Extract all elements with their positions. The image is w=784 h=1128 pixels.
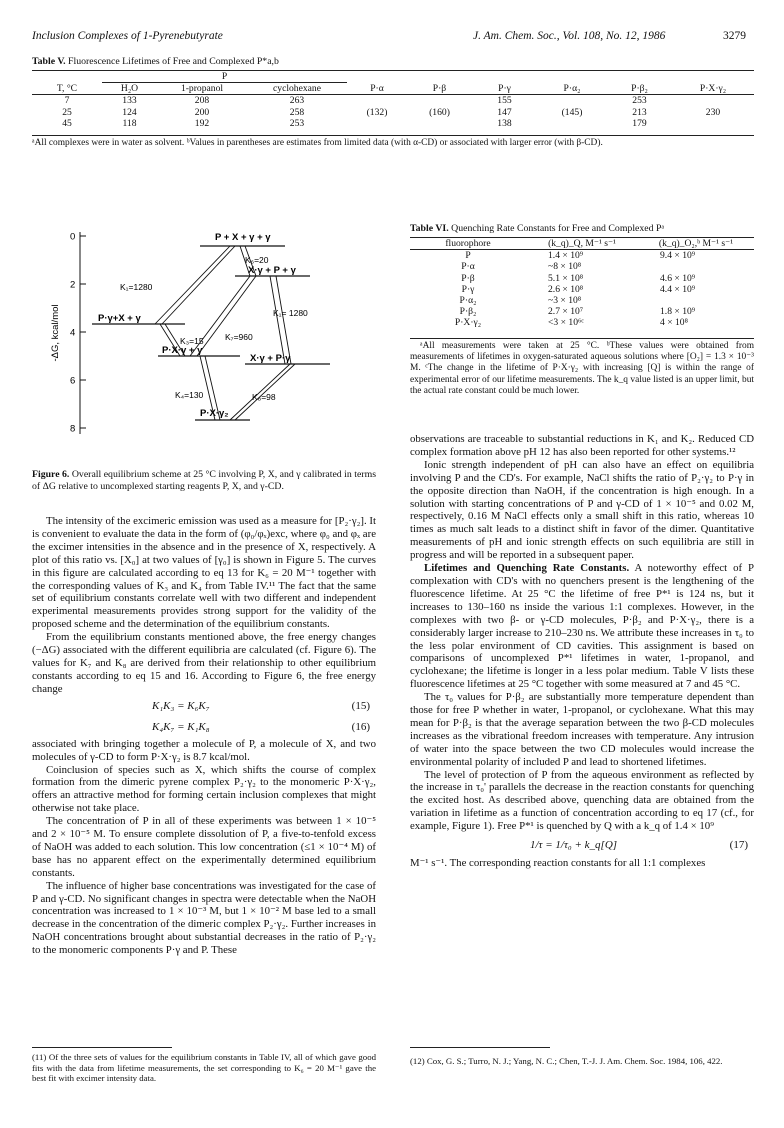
table5-cell xyxy=(672,118,754,129)
table6-cell: <3 × 10⁶ᶜ xyxy=(548,317,584,329)
table6-cell: P·α₂ xyxy=(459,295,477,307)
table5-column-header: P·X·γ₂ xyxy=(672,83,754,95)
table-row xyxy=(410,284,754,295)
equation-15-body: K₁K₃ = K₆K₇ xyxy=(152,699,210,712)
level-xgp-label: X·γ + P + γ xyxy=(248,265,296,276)
level-pgxg-label: P·γ+X + γ xyxy=(98,313,141,324)
figure6 xyxy=(40,228,380,456)
table5-column-header: P·β xyxy=(407,83,472,95)
level-xg-pg-label: X·γ + P·γ xyxy=(250,353,291,364)
table-row xyxy=(32,107,754,118)
table6-caption xyxy=(410,223,664,235)
table5-bottom-rule xyxy=(32,135,754,136)
table6-cell: 4.6 × 10⁹ xyxy=(660,272,696,284)
figure6-caption xyxy=(32,469,376,492)
paragraph: Coinclusion of species such as X, which shifts the course of complex formation from the dimeric pyrene complex P₂·γ₂ to the monomeric P·X·γ₂, offers an attractive method for forming certain inclusion complexes that might otherwise not take place. xyxy=(32,763,376,815)
paragraph xyxy=(410,562,754,691)
table5-cell xyxy=(407,118,472,129)
table5-cell: (132) xyxy=(366,106,388,118)
paragraph: The concentration of P in all of these experiments was between 1 × 10⁻⁵ and 2 × 10⁻⁵ M. To ensure complete dissolution of P, a five-to-tenfold excess of NaOH was added to each solution. This low concentration (≤1 × 10⁻⁴ M) of base has no apparent effect on the experimentally determined equilibrium constants. xyxy=(32,815,376,879)
level-top-label: P + X + γ + γ xyxy=(215,232,271,243)
journal-citation: J. Am. Chem. Soc., Vol. 108, No. 12, 1986 xyxy=(473,30,666,42)
table5-cell: 200 xyxy=(194,106,210,118)
table5-cell: 192 xyxy=(194,117,210,129)
table6-title: Quenching Rate Constants for Free and Complexed Pᵃ xyxy=(451,223,665,234)
table6 xyxy=(410,238,754,329)
equation-17-number: (17) xyxy=(729,839,748,852)
table-row xyxy=(410,261,754,272)
table5-cell xyxy=(537,118,607,129)
table5-title: Fluorescence Lifetimes of Free and Complexed P*a,b xyxy=(68,56,279,67)
y-axis-label: -ΔG, kcal/mol xyxy=(50,304,61,362)
table6-cell: P xyxy=(465,250,471,262)
table6-column-header: (k_q)_Q, M⁻¹ s⁻¹ xyxy=(526,238,638,250)
table-row xyxy=(410,250,754,262)
y-tick-label: 0 xyxy=(70,231,76,243)
paragraph: The influence of higher base concentrations was investigated for the case of P and γ-CD. No significant changes in spectra were detectable when the NaOH concentration was increased to 1 × 10⁻³ M, but 1 × 10⁻² M base led to a small decrease in the concentration of the dimeric complex P₂·γ₂. Further increases in NaOH concentrations brought about substantial decreases in the ratio of P₂·γ₂ to the monomeric components P·γ and P. These xyxy=(32,879,376,957)
table6-cell: 5.1 × 10⁸ xyxy=(548,272,584,284)
table6-label: Table VI. xyxy=(410,223,449,234)
table6-cell: 9.4 × 10⁹ xyxy=(660,250,696,262)
page-number: 3279 xyxy=(723,30,746,42)
equation-17-body: 1/τ = 1/τ₀ + k_q[Q] xyxy=(530,839,618,852)
table5-column-header: T, °C xyxy=(32,83,102,95)
k1b-label: K₁= 1280 xyxy=(273,308,308,318)
k7-label: K₇=960 xyxy=(225,332,253,342)
footnote-12: (12) Cox, G. S.; Turro, N. J.; Yang, N. C.; Chen, T.-J. J. Am. Chem. Soc. 1984, 106, 422. xyxy=(410,1056,723,1066)
table6-column-header: fluorophore xyxy=(410,238,526,250)
table-row xyxy=(410,306,754,317)
y-tick-label: 6 xyxy=(70,375,76,387)
y-tick-label: 4 xyxy=(70,327,76,339)
table6-bottom-rule xyxy=(410,338,754,339)
equation-16-number: (16) xyxy=(351,720,370,733)
paragraph: observations are traceable to substantial reductions in K₁ and K₂. Reduced CD complex formation above pH 12 has also been reported for other systems.¹² xyxy=(410,433,754,458)
y-tick-label: 2 xyxy=(70,279,76,291)
table5-cell: 45 xyxy=(62,117,72,129)
table5-cell: (145) xyxy=(561,106,583,118)
table5-column-header: 1-propanol xyxy=(157,83,247,95)
equation-15 xyxy=(32,696,376,717)
table6-cell: ~8 × 10⁸ xyxy=(548,261,582,273)
table-row xyxy=(410,317,754,328)
k8-label: K₈=98 xyxy=(252,392,276,402)
level-pxg-g-label: P·X·γ + γ xyxy=(162,345,203,356)
level-pxg2-label: P·X·γ₂ xyxy=(200,408,229,419)
equation-15-number: (15) xyxy=(351,699,370,712)
table5-cell: 25 xyxy=(62,106,72,118)
table6-cell: ~3 × 10⁸ xyxy=(548,295,582,307)
table5-caption xyxy=(32,56,279,68)
equation-17 xyxy=(410,833,754,857)
paragraph: The intensity of the excimeric emission was used as a measure for [P₂·γ₂]. It is convenient to evaluate the data in the form of (φ₀/φₓ)exc, where φ₀ and φₓ are the excimer intensities in the absence and in the presence of X, respectively. A plot of this ratio vs. [X₀] at two values of [γ₀] is shown in Figure 5. The curves in this figure are calculated according to eq 13 for K₆ = 20 M⁻¹ together with the corresponding values of K₃ and K₄ from Table IV.¹¹ The fact that the same set of equilibrium constants correlate well with two different and independent experimental measurements provides strong support for the validity of the proposed scheme and the determination of the equilibrium constants. xyxy=(32,515,376,631)
table5-column-header: H₂O xyxy=(102,83,157,95)
equation-16-body: K₄K₇ = K₁K₈ xyxy=(152,720,210,733)
table-row xyxy=(410,273,754,284)
table6-cell: 4.4 × 10⁹ xyxy=(660,283,696,295)
table5-column-header: P·γ xyxy=(472,83,537,95)
y-ticks xyxy=(70,232,86,435)
paragraph: The level of protection of P from the aqueous environment as reflected by the increase in τ₀' parallels the decrease in the reaction constants for quenching the excited host. As described above, quenching data are obtained from the variation in lifetime as a function of concentration according to eq 17 (cf., for example, Figure 1). Free P*¹ is quenched by Q with a k_q of 1.4 × 10⁹ xyxy=(410,768,754,833)
table6-footnote: ᵃAll measurements were taken at 25 °C. ᵇThese values were obtained from measurements of lifetimes in oxygen-saturated aqueous solutions where [O₂] = 1.3 × 10⁻³ M. ᶜThe change in the lifetime of P·X·γ₂ with increasing [Q] is within the range of experimental error of our lifetime measurements. The k_q value listed is an upper limit, but the actual rate constant could be much lower. xyxy=(410,341,754,396)
table5-cell: 147 xyxy=(497,106,512,118)
paragraph: The τ₀ values for P·β₂ are substantially more temperature dependent than those for free P whether in water, 1-propanol, or cyclohexane. What this may mean for P·β₂ is that the average separation between the two β-CD molecules increases as the vibrational freedom increases with temperature. Any intrusion of water into the space between the two CD molecules would increase the environmental polarity of included P and lead to shortened lifetimes. xyxy=(410,691,754,768)
table6-cell xyxy=(638,295,754,306)
footnote-divider xyxy=(32,1047,172,1048)
table-row xyxy=(32,95,754,107)
table5-cell: 208 xyxy=(194,95,210,107)
table5-cell: 133 xyxy=(122,95,137,107)
k4-label: K₄=130 xyxy=(175,390,204,400)
running-title: Inclusion Complexes of 1-Pyrenebutyrate xyxy=(32,30,223,42)
section-heading: Lifetimes and Quenching Rate Constants. xyxy=(424,562,630,575)
table6-cell: P·X·γ₂ xyxy=(454,317,482,329)
table5-cell xyxy=(537,95,607,107)
paragraph: M⁻¹ s⁻¹. The corresponding reaction constants for all 1:1 complexes xyxy=(410,857,706,870)
table5-cell: 253 xyxy=(289,117,305,129)
table5-cell: 263 xyxy=(289,95,305,107)
footnote-11: (11) Of the three sets of values for the equilibrium constants in Table IV, all of which gave good fits with the data from lifetime measurements, the set corresponding to K₆ = 20 M⁻¹ gave the best fit with excimer intensity data. xyxy=(32,1052,376,1084)
paragraph: Ionic strength independent of pH can also have an effect on equilibria involving P and the CD's. For example, NaCl shifts the ratio of P₂·γ₂ to P·γ in the opposite direction than NaOH, if the concentration is high enough. In a solution with starting concentrations of P and γ-CD of 1 × 10⁻⁵ and 0.02 M, respectively, 0.16 M NaCl effects only a small shift in this ratio, whereas 10 times as much salt leads to a distinct shift in favor of the dimer. Quantitative measurements of pH and ionic strength effects on such equilibria are still in progress and will be reported in a subsequent paper. xyxy=(410,458,754,562)
table6-cell: 1.4 × 10⁹ xyxy=(548,250,584,262)
y-tick-label: 8 xyxy=(70,423,76,435)
table5-column-header: P·α xyxy=(347,83,407,95)
table5-cell: 118 xyxy=(122,117,137,129)
table5-cell xyxy=(347,95,407,107)
table5-cell xyxy=(347,118,407,129)
table5-cell: 213 xyxy=(632,106,647,118)
table6-cell: 2.7 × 10⁷ xyxy=(548,306,584,318)
table5 xyxy=(32,71,754,129)
table5-column-header: P·β₂ xyxy=(607,83,672,95)
table5-cell: 138 xyxy=(497,117,512,129)
table6-cell: 4 × 10⁸ xyxy=(660,317,688,329)
table5-label: Table V. xyxy=(32,56,66,67)
table5-cell xyxy=(672,95,754,107)
table6-cell: P·α xyxy=(461,261,475,273)
table5-footnote: ᵃAll complexes were in water as solvent. ᵇValues in parentheses are estimates from limited data (with α-CD) or associated with larger error (with β-CD). xyxy=(32,138,603,148)
table5-cell: 7 xyxy=(64,95,70,107)
paragraph: associated with bringing together a molecule of P, a molecule of X, and two molecules of γ-CD to form P·X·γ₂ is 8.7 kcal/mol. xyxy=(32,737,376,763)
figure6-diagram xyxy=(40,228,380,456)
k1a-label: K₁=1280 xyxy=(120,282,153,292)
figure6-caption-text: Overall equilibrium scheme at 25 °C involving P, X, and γ calibrated in terms of ΔG relative to uncomplexed starting reagents P, X, and γ-CD. xyxy=(32,469,377,492)
table6-cell: P·β₂ xyxy=(459,306,477,318)
table5-cell: (160) xyxy=(429,106,450,118)
table5-cell: 124 xyxy=(122,106,137,118)
k6-label: K₆=20 xyxy=(245,255,269,265)
table5-cell: 258 xyxy=(289,106,305,118)
table6-cell: P·β xyxy=(461,272,475,284)
table6-column-header: (k_q)_O₂,ᵇ M⁻¹ s⁻¹ xyxy=(638,238,754,250)
table5-group-header: P xyxy=(102,71,347,83)
table5-cell xyxy=(407,95,472,107)
table5-cell: 155 xyxy=(497,95,512,107)
table6-cell: P·γ xyxy=(461,283,475,295)
left-column-text xyxy=(32,515,376,957)
table-row xyxy=(410,295,754,306)
footnote-divider xyxy=(410,1047,550,1048)
table5-cell: 253 xyxy=(632,95,647,107)
figure6-label: Figure 6. xyxy=(32,469,70,480)
right-column-text xyxy=(410,433,754,870)
table5-cell: 230 xyxy=(705,106,721,118)
table6-cell: 2.6 × 10⁸ xyxy=(548,283,584,295)
table5-cell: 179 xyxy=(632,117,647,129)
table6-cell: 1.8 × 10⁹ xyxy=(660,306,696,318)
table5-column-header: cyclohexane xyxy=(247,83,347,95)
table-row xyxy=(32,118,754,129)
table5-column-header: P·α₂ xyxy=(537,83,607,95)
table6-cell xyxy=(638,261,754,272)
paragraph: From the equilibrium constants mentioned above, the free energy changes (−ΔG) associated with the different equilibria are calculated (cf. Figure 6). The values for K₇ and K₈ are derived from their relationship to other equilibrium constants according to eq 15 and 16. According to Figure 6, the free energy change xyxy=(32,631,376,695)
paragraph-text: A noteworthy effect of P complexation with CD's with no quenchers present is the lengthening of the fluorescence lifetime. At 25 °C the lifetime of free P*¹ is 124 ns, but it increases to 130–160 ns inside the various 1:1 complexes. However, in the complexes with two β- or γ-CD molecules, P·β₂ and P·X·γ₂, there is a considerably larger increase to 210–230 ns. We attribute these increases in τ₀ to the less polar environment of CD cavities. This assignment is based on comparisons of uncomplexed P*¹ lifetimes in water, 1-propanol, and cyclohexane; the lifetime is longer in a less polar medium. Table V lists these fluorescence lifetimes at 25 °C together with some measured at 7 and 45 °C. xyxy=(410,562,755,691)
k3-label: K₃=15 xyxy=(180,336,204,346)
equation-16 xyxy=(32,717,376,738)
